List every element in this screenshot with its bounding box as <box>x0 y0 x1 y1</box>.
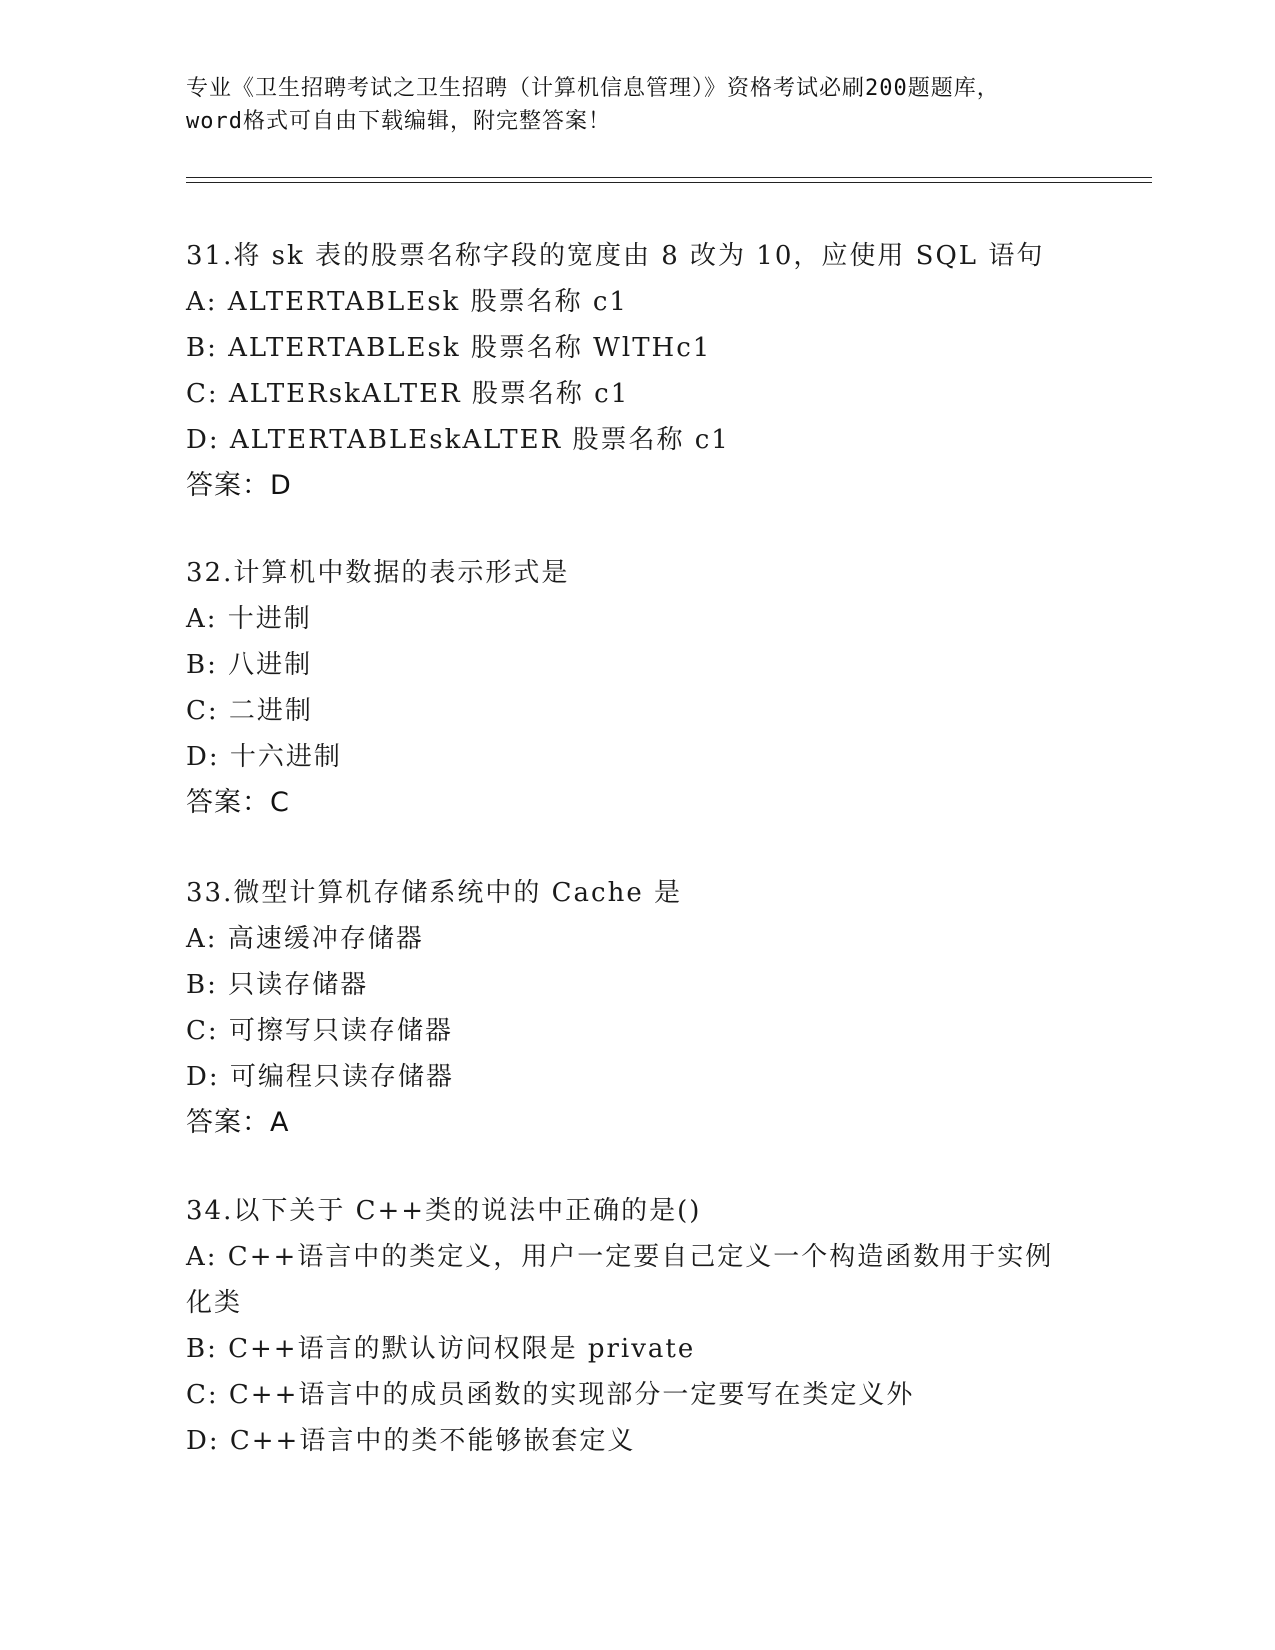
question-stem: 31.将 sk 表的股票名称字段的宽度由 8 改为 10，应使用 SQL 语句 <box>186 241 1045 271</box>
option-a: A: 高速缓冲存储器 <box>186 924 424 954</box>
question-31 <box>186 233 1086 509</box>
question-33 <box>186 870 1086 1146</box>
option-b: B: 八进制 <box>186 650 313 680</box>
option-d: D: 可编程只读存储器 <box>186 1062 454 1092</box>
option-b: B: 只读存储器 <box>186 970 369 1000</box>
answer-line: 答案：D <box>186 470 292 501</box>
question-stem: 32.计算机中数据的表示形式是 <box>186 558 570 588</box>
question-32 <box>186 550 1086 826</box>
question-34 <box>186 1188 1086 1464</box>
option-d: D: 十六进制 <box>186 742 342 772</box>
option-a: A: 十进制 <box>186 604 312 634</box>
option-c: C: 可擦写只读存储器 <box>186 1016 453 1046</box>
option-c: C: C++语言中的成员函数的实现部分一定要写在类定义外 <box>186 1380 915 1410</box>
question-stem: 34.以下关于 C++类的说法中正确的是() <box>186 1196 702 1226</box>
option-a: A: C++语言中的类定义，用户一定要自己定义一个构造函数用于实例化类 <box>186 1242 1054 1318</box>
option-c: C: ALTERskALTER 股票名称 c1 <box>186 379 630 409</box>
question-stem: 33.微型计算机存储系统中的 Cache 是 <box>186 878 682 908</box>
option-c: C: 二进制 <box>186 696 313 726</box>
header-divider-bottom <box>186 182 1152 183</box>
answer-line: 答案：C <box>186 787 290 818</box>
header-title-line-2: word格式可自由下载编辑，附完整答案！ <box>186 109 611 134</box>
document-header <box>186 72 1086 138</box>
option-b: B: C++语言的默认访问权限是 private <box>186 1334 696 1364</box>
option-d: D: C++语言中的类不能够嵌套定义 <box>186 1426 636 1456</box>
option-a: A: ALTERTABLEsk 股票名称 c1 <box>186 287 628 317</box>
option-d: D: ALTERTABLEskALTER 股票名称 c1 <box>186 425 730 455</box>
header-title-line-1: 专业《卫生招聘考试之卫生招聘（计算机信息管理）》资格考试必刷200题题库， <box>186 76 1000 101</box>
option-b: B: ALTERTABLEsk 股票名称 WlTHc1 <box>186 333 712 363</box>
answer-line: 答案：A <box>186 1107 290 1138</box>
header-divider-top <box>186 177 1152 178</box>
